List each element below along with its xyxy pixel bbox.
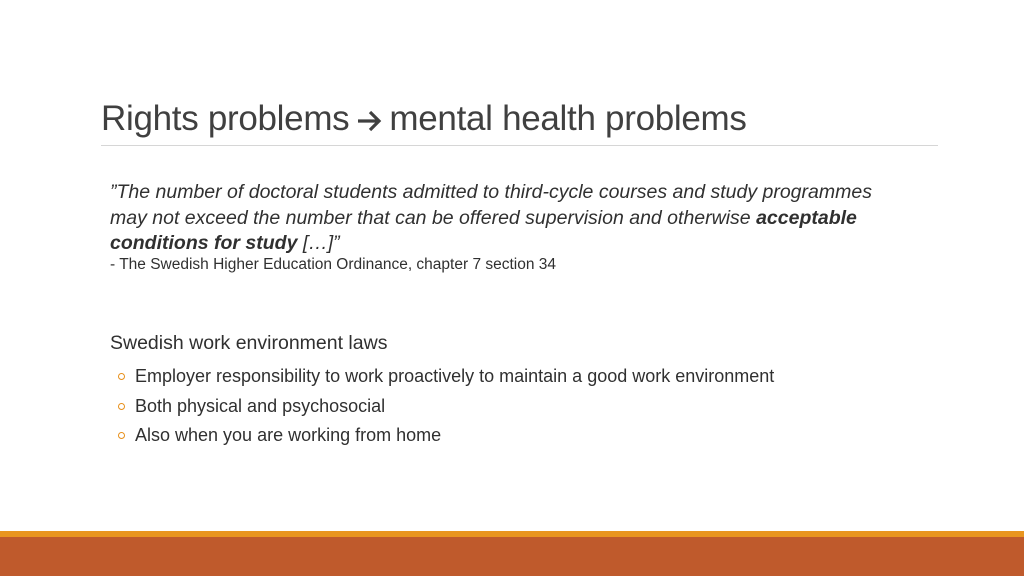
circle-bullet-icon [118, 403, 125, 410]
title-divider [101, 145, 938, 146]
list-item [118, 421, 774, 451]
title-left-text: Rights problems [101, 99, 350, 138]
list-item-text: Both physical and psychosocial [135, 395, 386, 416]
circle-bullet-icon [118, 432, 125, 439]
list-item [118, 392, 774, 422]
quote-text-end: […]” [297, 232, 340, 254]
list-item-text: Also when you are working from home [135, 425, 442, 445]
list-item-text: Employer responsibility to work proactively to maintain a good work environment [135, 366, 775, 386]
list-item [118, 362, 774, 392]
section-heading: Swedish work environment laws [110, 332, 388, 354]
quote-emphasis: acceptable conditions for study [110, 206, 857, 254]
quote-attribution: - The Swedish Higher Education Ordinance, chapter 7 section 34 [110, 256, 557, 273]
right-arrow-icon [357, 98, 383, 144]
slide-title [101, 96, 747, 144]
bullet-list [118, 362, 774, 451]
ordinance-quote [110, 180, 890, 257]
quote-text-start: ”The number of doctoral students admitted to third-cycle courses and study programmes may not exceed the number that can be offered supervision and otherwise [110, 181, 872, 229]
footer-band [0, 537, 1024, 576]
title-right-text: mental health problems [389, 99, 747, 138]
circle-bullet-icon [118, 373, 125, 380]
